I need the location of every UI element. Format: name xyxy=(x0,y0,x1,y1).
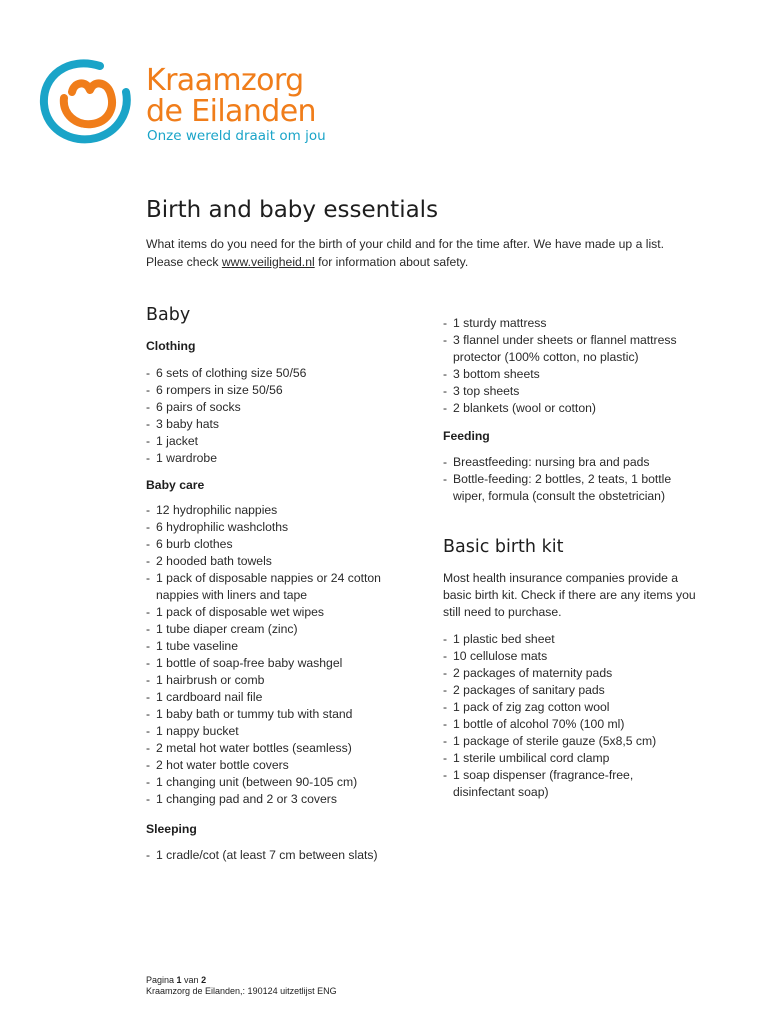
safety-link[interactable]: www.veiligheid.nl xyxy=(221,254,315,269)
list-item: - 3 bottom sheets xyxy=(443,366,701,383)
list-item: - 6 pairs of socks xyxy=(146,399,406,416)
list-item: - 1 pack of zig zag cotton wool xyxy=(443,699,673,716)
list-item: - 1 sturdy mattress xyxy=(443,315,701,332)
list-item: - 2 metal hot water bottles (seamless) xyxy=(146,740,408,757)
heart-swirl-logo-icon xyxy=(38,52,134,148)
list-item: - 1 tube vaseline xyxy=(146,638,408,655)
subheading-sleeping: Sleeping xyxy=(146,822,197,836)
intro-after-link: for information about safety. xyxy=(314,254,469,269)
list-item: - 1 hairbrush or comb xyxy=(146,672,408,689)
section-heading-baby: Baby xyxy=(146,305,191,325)
clothing-list xyxy=(146,365,406,467)
intro-line-1: What items do you need for the birth of your child and for the time after. We have made up a list. xyxy=(146,237,665,251)
list-item: - 1 changing unit (between 90-105 cm) xyxy=(146,774,408,791)
feeding-list xyxy=(443,454,693,505)
page-total: 2 xyxy=(201,975,207,985)
list-item: - 3 flannel under sheets or flannel mattress protector (100% cotton, no plastic) xyxy=(443,332,701,366)
list-item: - 3 baby hats xyxy=(146,416,406,433)
list-item: - 1 sterile umbilical cord clamp xyxy=(443,750,673,767)
list-item: - 1 pack of disposable nappies or 24 cotton nappies with liners and tape xyxy=(146,570,408,604)
subheading-clothing: Clothing xyxy=(146,339,196,353)
list-item: - 12 hydrophilic nappies xyxy=(146,502,408,519)
brand-name-line2: de Eilanden xyxy=(146,94,316,129)
brand-tagline: Onze wereld draait om jou xyxy=(147,128,326,144)
list-item: - 1 soap dispenser (fragrance-free, disinfectant soap) xyxy=(443,767,673,801)
list-item: - 6 burb clothes xyxy=(146,536,408,553)
brand-name-line1: Kraamzorg xyxy=(146,63,304,98)
list-item: - 6 rompers in size 50/56 xyxy=(146,382,406,399)
list-item: - 1 bottle of soap-free baby washgel xyxy=(146,655,408,672)
list-item: - 1 bottle of alcohol 70% (100 ml) xyxy=(443,716,673,733)
section-heading-birth-kit: Basic birth kit xyxy=(443,537,564,557)
baby-care-list xyxy=(146,502,408,808)
list-item: - 1 wardrobe xyxy=(146,450,406,467)
list-item: - Breastfeeding: nursing bra and pads xyxy=(443,454,693,471)
intro-text xyxy=(146,236,706,271)
sleeping-list-part-1 xyxy=(146,847,408,864)
birth-kit-description: Most health insurance companies provide a basic birth kit. Check if there are any items you still need to purchase. xyxy=(443,571,696,619)
birth-kit-list xyxy=(443,631,673,801)
list-item: - 2 hooded bath towels xyxy=(146,553,408,570)
list-item: - 1 baby bath or tummy tub with stand xyxy=(146,706,408,723)
page-separator: van xyxy=(181,975,202,985)
page-title: Birth and baby essentials xyxy=(146,197,439,223)
list-item: - 2 blankets (wool or cotton) xyxy=(443,400,701,417)
list-item: - 1 tube diaper cream (zinc) xyxy=(146,621,408,638)
list-item: - 1 package of sterile gauze (5x8,5 cm) xyxy=(443,733,673,750)
list-item: - 6 sets of clothing size 50/56 xyxy=(146,365,406,382)
page-number xyxy=(146,975,337,986)
sleeping-list-part-2 xyxy=(443,315,701,417)
list-item: - 10 cellulose mats xyxy=(443,648,673,665)
list-item: - 2 hot water bottle covers xyxy=(146,757,408,774)
list-item: - 1 nappy bucket xyxy=(146,723,408,740)
list-item: - 1 cradle/cot (at least 7 cm between slats) xyxy=(146,847,408,864)
page-label: Pagina xyxy=(146,975,177,985)
list-item: - 2 packages of sanitary pads xyxy=(443,682,673,699)
list-item: - 1 changing pad and 2 or 3 covers xyxy=(146,791,408,808)
list-item: - Bottle-feeding: 2 bottles, 2 teats, 1 bottle wiper, formula (consult the obstetrician) xyxy=(443,471,693,505)
subheading-feeding: Feeding xyxy=(443,429,490,443)
intro-before-link: Please check xyxy=(146,254,222,269)
brand-logo xyxy=(38,52,358,148)
subheading-baby-care: Baby care xyxy=(146,478,205,492)
page-current: 1 xyxy=(176,975,182,985)
intro-line-2 xyxy=(146,254,706,272)
list-item: - 1 cardboard nail file xyxy=(146,689,408,706)
list-item: - 1 jacket xyxy=(146,433,406,450)
document-reference: Kraamzorg de Eilanden,: 190124 uitzetlijst ENG xyxy=(146,986,337,996)
page-footer xyxy=(146,975,337,997)
list-item: - 2 packages of maternity pads xyxy=(443,665,673,682)
list-item: - 6 hydrophilic washcloths xyxy=(146,519,408,536)
list-item: - 1 plastic bed sheet xyxy=(443,631,673,648)
list-item: - 3 top sheets xyxy=(443,383,701,400)
list-item: - 1 pack of disposable wet wipes xyxy=(146,604,408,621)
